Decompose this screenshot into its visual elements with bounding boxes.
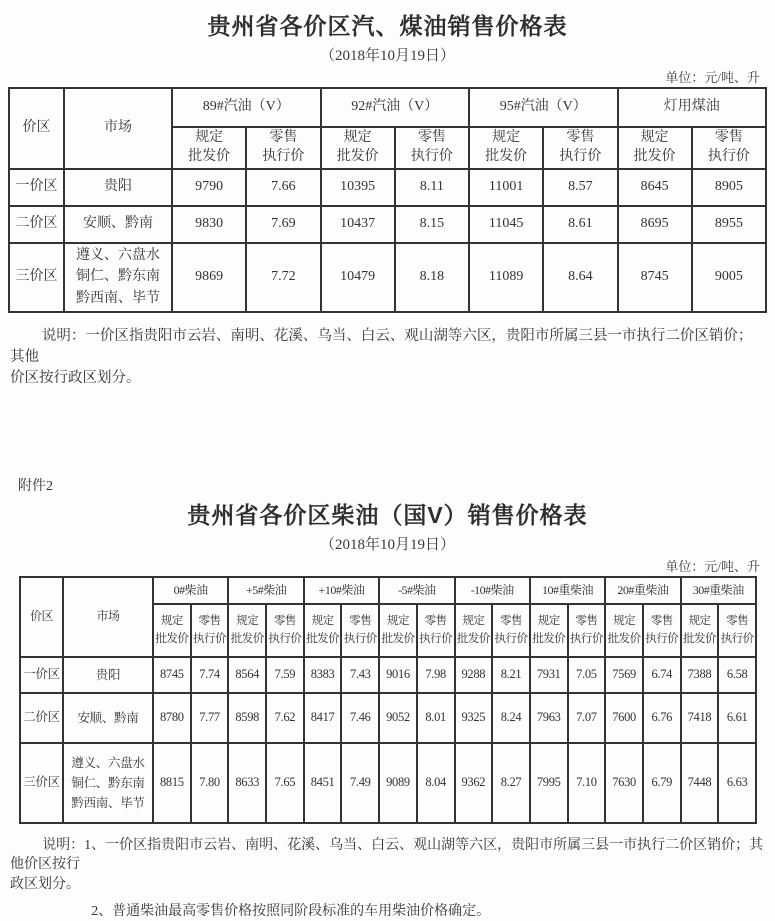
price-cell: 8633 bbox=[228, 743, 266, 823]
price-cell: 8451 bbox=[304, 743, 342, 823]
table-row bbox=[20, 693, 756, 743]
diesel-unit-label: 单位：元/吨、升 bbox=[665, 558, 760, 574]
subheader-retail: 零售 执行价 bbox=[543, 127, 617, 169]
price-cell: 6.63 bbox=[718, 743, 756, 823]
price-cell: 7.49 bbox=[341, 743, 379, 823]
gasoline-price-table bbox=[8, 87, 767, 313]
price-cell: 9052 bbox=[379, 693, 417, 743]
subheader-wholesale: 规定 批发价 bbox=[228, 604, 266, 657]
price-cell: 8645 bbox=[618, 169, 692, 206]
group-header-20-heavy-diesel: 20#重柴油 bbox=[605, 577, 680, 604]
subheader-retail: 零售 执行价 bbox=[692, 127, 766, 169]
zone-cell: 三价区 bbox=[20, 743, 63, 823]
group-header-plus10-diesel: +10#柴油 bbox=[304, 577, 379, 604]
price-cell: 8383 bbox=[304, 657, 342, 693]
group-header-10-heavy-diesel: 10#重柴油 bbox=[530, 577, 605, 604]
group-header-0-diesel: 0#柴油 bbox=[153, 577, 228, 604]
price-cell: 7995 bbox=[530, 743, 568, 823]
price-cell: 11001 bbox=[469, 169, 543, 206]
subheader-wholesale: 规定 批发价 bbox=[304, 604, 342, 657]
price-cell: 10437 bbox=[321, 206, 395, 243]
zone-cell: 一价区 bbox=[9, 169, 64, 206]
subheader-retail: 零售 执行价 bbox=[191, 604, 229, 657]
diesel-table-date: （2018年10月19日） bbox=[319, 536, 455, 553]
price-cell: 7.77 bbox=[191, 693, 229, 743]
price-cell: 6.61 bbox=[718, 693, 756, 743]
price-cell: 9362 bbox=[455, 743, 493, 823]
price-cell: 8.11 bbox=[395, 169, 469, 206]
subheader-retail: 零售 执行价 bbox=[341, 604, 379, 657]
zone-cell: 二价区 bbox=[20, 693, 63, 743]
price-cell: 9089 bbox=[379, 743, 417, 823]
price-cell: 7.46 bbox=[341, 693, 379, 743]
price-cell: 6.74 bbox=[643, 657, 681, 693]
price-cell: 7.69 bbox=[246, 206, 320, 243]
col-header-zone: 价区 bbox=[20, 577, 63, 657]
price-cell: 8564 bbox=[228, 657, 266, 693]
subheader-retail: 零售 执行价 bbox=[266, 604, 304, 657]
price-cell: 7.72 bbox=[246, 243, 320, 312]
gasoline-table-title: 贵州省各价区汽、煤油销售价格表 bbox=[207, 13, 568, 39]
price-cell: 7448 bbox=[681, 743, 719, 823]
subheader-retail: 零售 执行价 bbox=[395, 127, 469, 169]
subheader-retail: 零售 执行价 bbox=[492, 604, 530, 657]
price-cell: 8.15 bbox=[395, 206, 469, 243]
price-cell: 7.07 bbox=[568, 693, 606, 743]
price-cell: 8745 bbox=[153, 657, 191, 693]
price-cell: 8598 bbox=[228, 693, 266, 743]
diesel-price-table bbox=[19, 576, 757, 824]
subheader-wholesale: 规定 批发价 bbox=[605, 604, 643, 657]
price-cell: 11045 bbox=[469, 206, 543, 243]
price-cell: 8.27 bbox=[492, 743, 530, 823]
price-cell: 10395 bbox=[321, 169, 395, 206]
subheader-wholesale: 规定 批发价 bbox=[681, 604, 719, 657]
gasoline-unit-label: 单位：元/吨、升 bbox=[665, 70, 760, 85]
price-cell: 7600 bbox=[605, 693, 643, 743]
price-cell: 8955 bbox=[692, 206, 766, 243]
price-cell: 10479 bbox=[321, 243, 395, 312]
price-cell: 9869 bbox=[172, 243, 246, 312]
price-cell: 8695 bbox=[618, 206, 692, 243]
price-cell: 7.66 bbox=[246, 169, 320, 206]
market-cell: 贵阳 bbox=[64, 169, 172, 206]
subheader-retail: 零售 执行价 bbox=[246, 127, 320, 169]
zone-cell: 二价区 bbox=[9, 206, 64, 243]
subheader-retail: 零售 执行价 bbox=[643, 604, 681, 657]
price-cell: 8780 bbox=[153, 693, 191, 743]
note-text: 说明：1、一价区指贵阳市云岩、南明、花溪、乌当、白云、观山湖等六区，贵阳市所属三县一市执行二价区销价；其他价区按行 政区划分。 bbox=[10, 837, 764, 893]
table-row bbox=[9, 169, 766, 206]
subheader-wholesale: 规定 批发价 bbox=[455, 604, 493, 657]
price-cell: 8.04 bbox=[417, 743, 455, 823]
price-cell: 8417 bbox=[304, 693, 342, 743]
price-cell: 11089 bbox=[469, 243, 543, 312]
price-cell: 8.64 bbox=[543, 243, 617, 312]
market-cell: 安顺、黔南 bbox=[63, 693, 153, 743]
subheader-wholesale: 规定 批发价 bbox=[530, 604, 568, 657]
subheader-wholesale: 规定 批发价 bbox=[618, 127, 692, 169]
price-cell: 7.74 bbox=[191, 657, 229, 693]
subheader-wholesale: 规定 批发价 bbox=[153, 604, 191, 657]
group-header-kerosene: 灯用煤油 bbox=[618, 88, 767, 127]
price-cell: 8905 bbox=[692, 169, 766, 206]
group-header-95-gasoline: 95#汽油（V） bbox=[469, 88, 618, 127]
price-cell: 7931 bbox=[530, 657, 568, 693]
price-cell: 7.62 bbox=[266, 693, 304, 743]
price-cell: 6.79 bbox=[643, 743, 681, 823]
diesel-table-notes bbox=[10, 836, 765, 921]
zone-cell: 三价区 bbox=[9, 243, 64, 312]
price-cell: 7.10 bbox=[568, 743, 606, 823]
group-header-minus10-diesel: -10#柴油 bbox=[455, 577, 530, 604]
subheader-retail: 零售 执行价 bbox=[568, 604, 606, 657]
price-cell: 9288 bbox=[455, 657, 493, 693]
market-cell: 遵义、六盘水 铜仁、黔东南 黔西南、毕节 bbox=[64, 243, 172, 312]
price-cell: 8.21 bbox=[492, 657, 530, 693]
price-cell: 7569 bbox=[605, 657, 643, 693]
price-cell: 7.59 bbox=[266, 657, 304, 693]
group-header-plus5-diesel: +5#柴油 bbox=[228, 577, 303, 604]
diesel-table-title: 贵州省各价区柴油（国V）销售价格表 bbox=[187, 501, 588, 528]
market-cell: 贵阳 bbox=[63, 657, 153, 693]
price-cell: 7.80 bbox=[191, 743, 229, 823]
price-cell: 7.05 bbox=[568, 657, 606, 693]
price-cell: 8.18 bbox=[395, 243, 469, 312]
price-cell: 8.61 bbox=[543, 206, 617, 243]
price-cell: 7.98 bbox=[417, 657, 455, 693]
group-header-92-gasoline: 92#汽油（V） bbox=[321, 88, 470, 127]
table-row bbox=[20, 743, 756, 823]
price-cell: 8745 bbox=[618, 243, 692, 312]
price-cell: 9325 bbox=[455, 693, 493, 743]
price-cell: 8815 bbox=[153, 743, 191, 823]
price-cell: 9790 bbox=[172, 169, 246, 206]
zone-cell: 一价区 bbox=[20, 657, 63, 693]
table-row bbox=[9, 243, 766, 312]
price-cell: 7.65 bbox=[266, 743, 304, 823]
price-cell: 6.58 bbox=[718, 657, 756, 693]
subheader-wholesale: 规定 批发价 bbox=[321, 127, 395, 169]
price-cell: 7418 bbox=[681, 693, 719, 743]
subheader-wholesale: 规定 批发价 bbox=[172, 127, 246, 169]
price-cell: 8.01 bbox=[417, 693, 455, 743]
attachment-label: 附件2 bbox=[18, 478, 53, 494]
market-cell: 遵义、六盘水 铜仁、黔东南 黔西南、毕节 bbox=[63, 743, 153, 823]
price-cell: 8.24 bbox=[492, 693, 530, 743]
subheader-wholesale: 规定 批发价 bbox=[469, 127, 543, 169]
gasoline-table-date: （2018年10月19日） bbox=[319, 48, 455, 64]
market-cell: 安顺、黔南 bbox=[64, 206, 172, 243]
price-cell: 8.57 bbox=[543, 169, 617, 206]
price-cell: 9005 bbox=[692, 243, 766, 312]
subheader-retail: 零售 执行价 bbox=[718, 604, 756, 657]
col-header-market: 市场 bbox=[64, 88, 172, 169]
col-header-zone: 价区 bbox=[9, 88, 64, 169]
note-text: 2、普通柴油最高零售价格按照同阶段标准的车用柴油价格确定。 bbox=[91, 903, 491, 919]
subheader-wholesale: 规定 批发价 bbox=[379, 604, 417, 657]
price-cell: 7.43 bbox=[341, 657, 379, 693]
group-header-minus5-diesel: -5#柴油 bbox=[379, 577, 454, 604]
subheader-retail: 零售 执行价 bbox=[417, 604, 455, 657]
price-cell: 9830 bbox=[172, 206, 246, 243]
group-header-89-gasoline: 89#汽油（V） bbox=[172, 88, 321, 127]
price-cell: 7963 bbox=[530, 693, 568, 743]
group-header-30-heavy-diesel: 30#重柴油 bbox=[681, 577, 756, 604]
price-cell: 7630 bbox=[605, 743, 643, 823]
price-cell: 9016 bbox=[379, 657, 417, 693]
price-cell: 6.76 bbox=[643, 693, 681, 743]
table-row bbox=[20, 657, 756, 693]
col-header-market: 市场 bbox=[63, 577, 153, 657]
table-row bbox=[9, 206, 766, 243]
gasoline-table-note: 说明：一价区指贵阳市云岩、南明、花溪、乌当、白云、观山湖等六区，贵阳市所属三县一市执行二价区销价；其他 价区按行政区划分。 bbox=[10, 327, 753, 386]
price-cell: 7388 bbox=[681, 657, 719, 693]
